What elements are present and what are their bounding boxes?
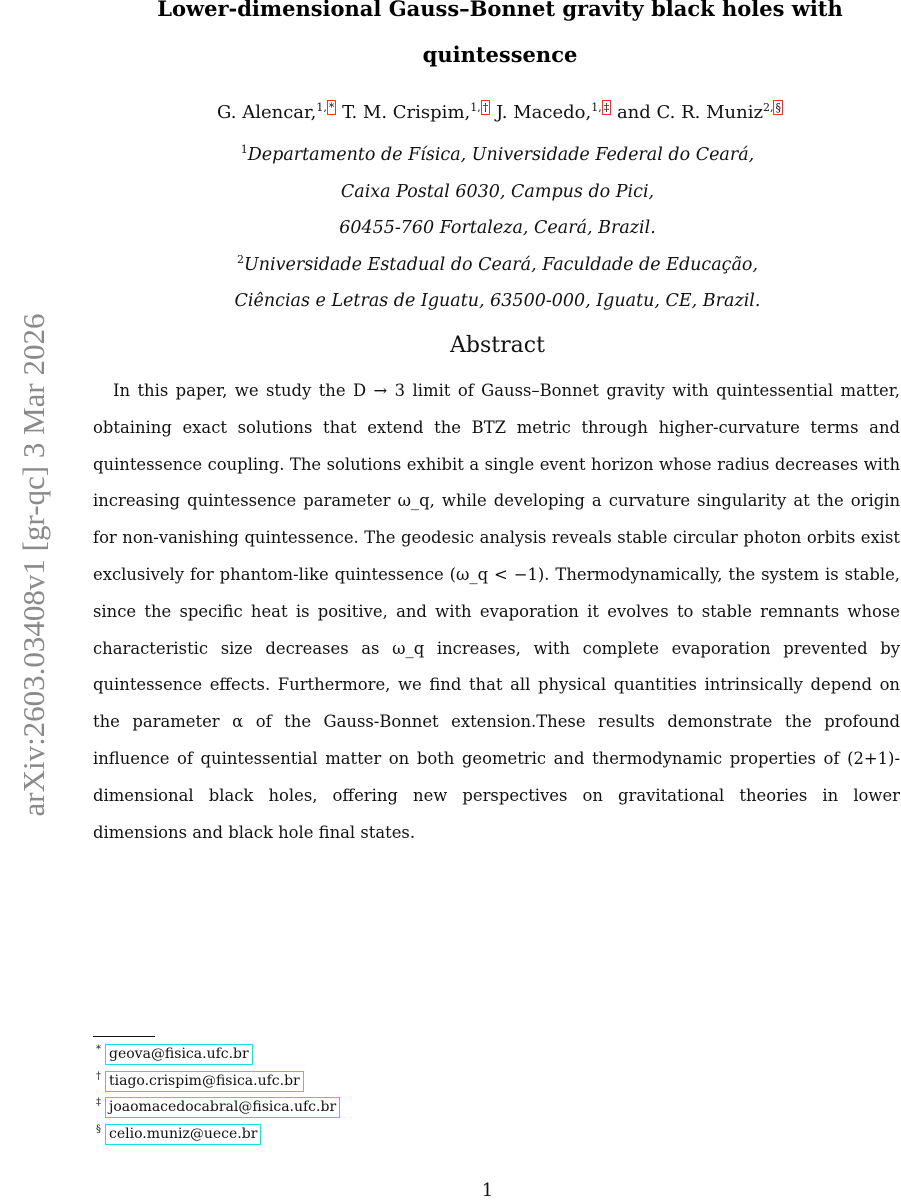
footnote-link-crispim[interactable]: †: [482, 101, 489, 114]
page-number: 1: [481, 1180, 494, 1201]
email-link[interactable]: geova@fisica.ufc.br: [105, 1044, 253, 1065]
footnote-link-alencar[interactable]: *: [328, 101, 335, 114]
paper-title-line-2: quintessence: [422, 42, 578, 67]
footnote-4: § celio.muniz@uece.br: [96, 1124, 261, 1145]
email-link[interactable]: tiago.crispim@fisica.ufc.br: [105, 1071, 304, 1092]
abstract-body: In this paper, we study the D → 3 limit of Gauss–Bonnet gravity with quintessential matter, obtaining exact solutions that extend the BTZ metric through higher-curvature terms and quintessence coupling. The solutions exhibit a single event horizon whose radius decreases with increasing quintessence parameter ω_q, while developing a curvature singularity at the origin for non-vanishing quintessence. The geodesic analysis reveals stable circular photon orbits exist exclusively for phantom-like quintessence (ω_q < −1). Thermodynamically, the system is stable, since the specific heat is positive, and with evaporation it evolves to stable remnants whose characteristic size decreases as ω_q increases, with complete evaporation prevented by quintessence effects. Furthermore, we find that all physical quantities intrinsically depend on the parameter α of the Gauss-Bonnet extension.These results demonstrate the profound influence of quintessential matter on both geometric and thermodynamic properties of (2+1)-dimensional black holes, offering new perspectives on gravitational theories in lower dimensions and black hole final states.: [93, 381, 900, 842]
footnote-2: † tiago.crispim@fisica.ufc.br: [96, 1071, 304, 1092]
arxiv-identifier: arXiv:2603.03408v1 [gr-qc] 3 Mar 2026: [16, 313, 51, 817]
affiliation-2-line-2: Ciências e Letras de Iguatu, 63500-000, Iguatu, CE, Brazil.: [234, 291, 761, 311]
author-list: [60, 100, 901, 123]
affiliation-1-line-1: $^1$Departamento de Física, Universidade Federal do Ceará,: [240, 143, 755, 165]
author-crispim: T. M. Crispim,$^{1,}$ †: [342, 101, 489, 123]
footnote-link-macedo[interactable]: ‡: [603, 101, 610, 114]
footnote-3: ‡ joaomacedocabral@fisica.ufc.br: [96, 1097, 340, 1118]
email-link[interactable]: celio.muniz@uece.br: [105, 1124, 261, 1145]
paper-title-line-1: Lower-dimensional Gauss–Bonnet gravity black holes with: [157, 0, 843, 21]
footnote-rule: [93, 1036, 155, 1037]
author-muniz: and C. R. Muniz$^{2,}$ §: [616, 101, 781, 123]
arxiv-sidebar: [0, 0, 60, 1200]
footnote-link-muniz[interactable]: §: [775, 101, 781, 114]
affiliation-1-line-3: 60455-760 Fortaleza, Ceará, Brazil.: [339, 218, 656, 238]
email-link[interactable]: joaomacedocabral@fisica.ufc.br: [105, 1097, 340, 1118]
author-macedo: J. Macedo,$^{1,}$ ‡: [495, 101, 610, 123]
affiliation-1-line-2: Caixa Postal 6030, Campus do Pici,: [340, 182, 655, 202]
footnote-1: * geova@fisica.ufc.br: [96, 1044, 253, 1065]
author-alencar: G. Alencar,$^{1,}$ *: [217, 101, 335, 123]
affiliation-2-line-1: $^2$Universidade Estadual do Ceará, Faculdade de Educação,: [236, 253, 758, 275]
abstract-heading: Abstract: [450, 333, 545, 358]
